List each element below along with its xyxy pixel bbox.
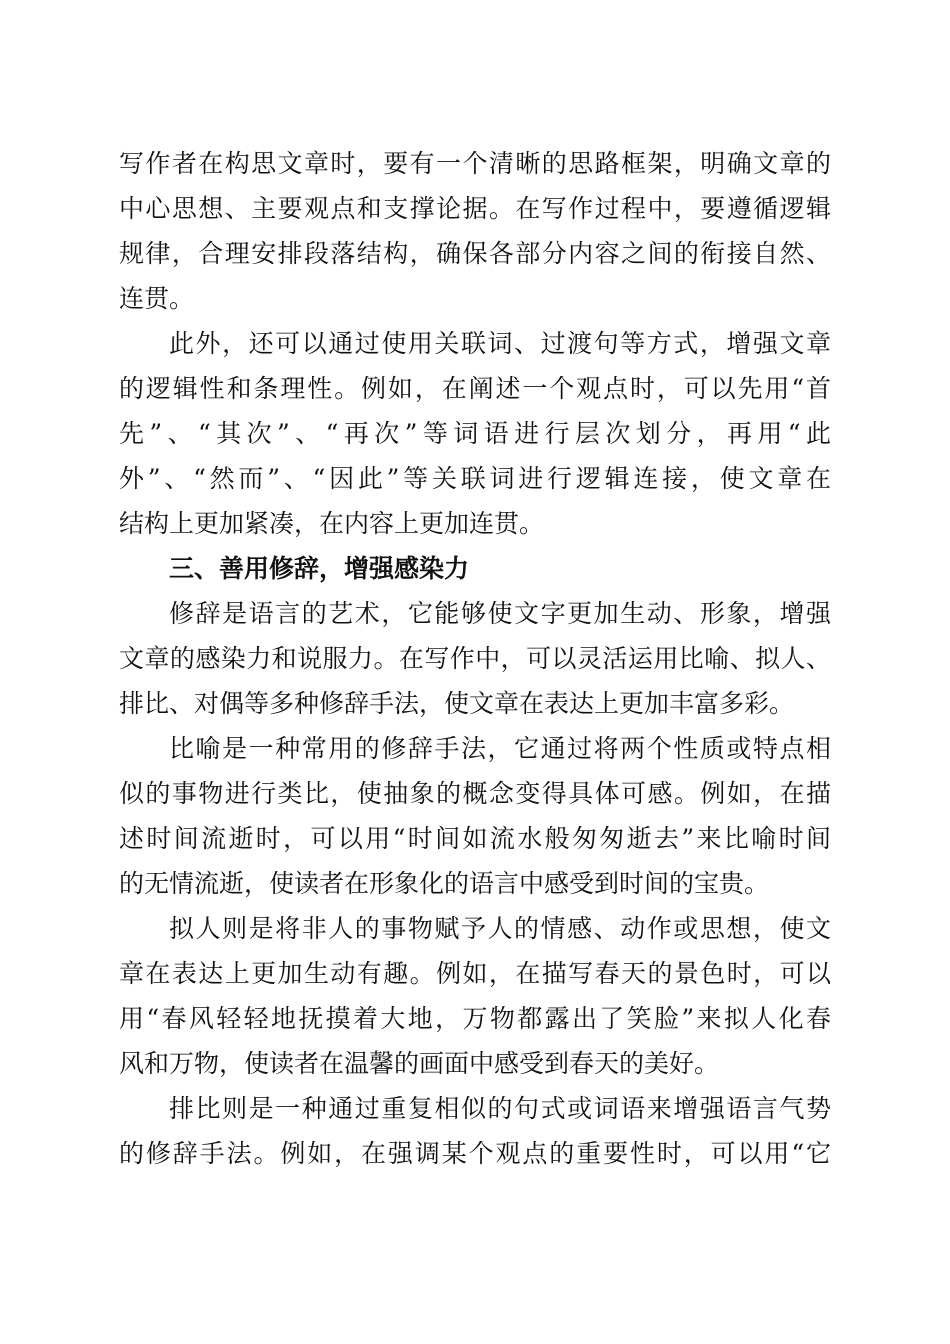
paragraph [119, 1086, 831, 1176]
text-line: 的无情流逝，使读者在形象化的语言中感受到时间的宝贵。 [119, 869, 770, 898]
heading-text: 三、善用修辞，增强感染力 [169, 554, 470, 583]
text-line: 拟人则是将非人的事物赋予人的情感、动作或思想，使文 [169, 914, 831, 943]
paragraph [119, 321, 831, 546]
paragraph [119, 591, 831, 726]
text-line: 用“春风轻轻地抚摸着大地，万物都露出了笑脸”来拟人化春 [119, 1004, 831, 1033]
text-line: 修辞是语言的艺术，它能够使文字更加生动、形象，增强 [169, 599, 831, 628]
text-line: 排比、对偶等多种修辞手法，使文章在表达上更加丰富多彩。 [119, 689, 795, 718]
text-line: 述时间流逝时，可以用“时间如流水般匆匆逝去”来比喻时间 [119, 824, 831, 853]
paragraph [119, 906, 831, 1086]
text-line: 文章的感染力和说服力。在写作中，可以灵活运用比喻、拟人、 [119, 644, 831, 673]
paragraph [119, 141, 831, 321]
text-line: 连贯。 [119, 284, 195, 313]
text-line: 写作者在构思文章时，要有一个清晰的思路框架，明确文章的 [119, 149, 831, 178]
document-body [119, 141, 831, 1176]
text-line: 先”、“其次”、“再次”等词语进行层次划分，再用“此 [119, 419, 831, 448]
text-line: 的修辞手法。例如，在强调某个观点的重要性时，可以用“它 [119, 1139, 831, 1168]
text-line: 似的事物进行类比，使抽象的概念变得具体可感。例如，在描 [119, 779, 831, 808]
paragraph [119, 726, 831, 906]
section-heading [119, 546, 831, 591]
text-line: 的逻辑性和条理性。例如，在阐述一个观点时，可以先用“首 [119, 374, 831, 403]
text-line: 排比则是一种通过重复相似的句式或词语来增强语言气势 [169, 1094, 831, 1123]
text-line: 结构上更加紧凑，在内容上更加连贯。 [119, 509, 545, 538]
text-line: 外”、“然而”、“因此”等关联词进行逻辑连接，使文章在 [119, 464, 831, 493]
text-line: 章在表达上更加生动有趣。例如，在描写春天的景色时，可以 [119, 959, 831, 988]
text-line: 中心思想、主要观点和支撑论据。在写作过程中，要遵循逻辑 [119, 194, 831, 223]
text-line: 风和万物，使读者在温馨的画面中感受到春天的美好。 [119, 1049, 720, 1078]
text-line: 此外，还可以通过使用关联词、过渡句等方式，增强文章 [169, 329, 831, 358]
text-line: 规律，合理安排段落结构，确保各部分内容之间的衔接自然、 [119, 239, 831, 268]
text-line: 比喻是一种常用的修辞手法，它通过将两个性质或特点相 [169, 734, 831, 763]
